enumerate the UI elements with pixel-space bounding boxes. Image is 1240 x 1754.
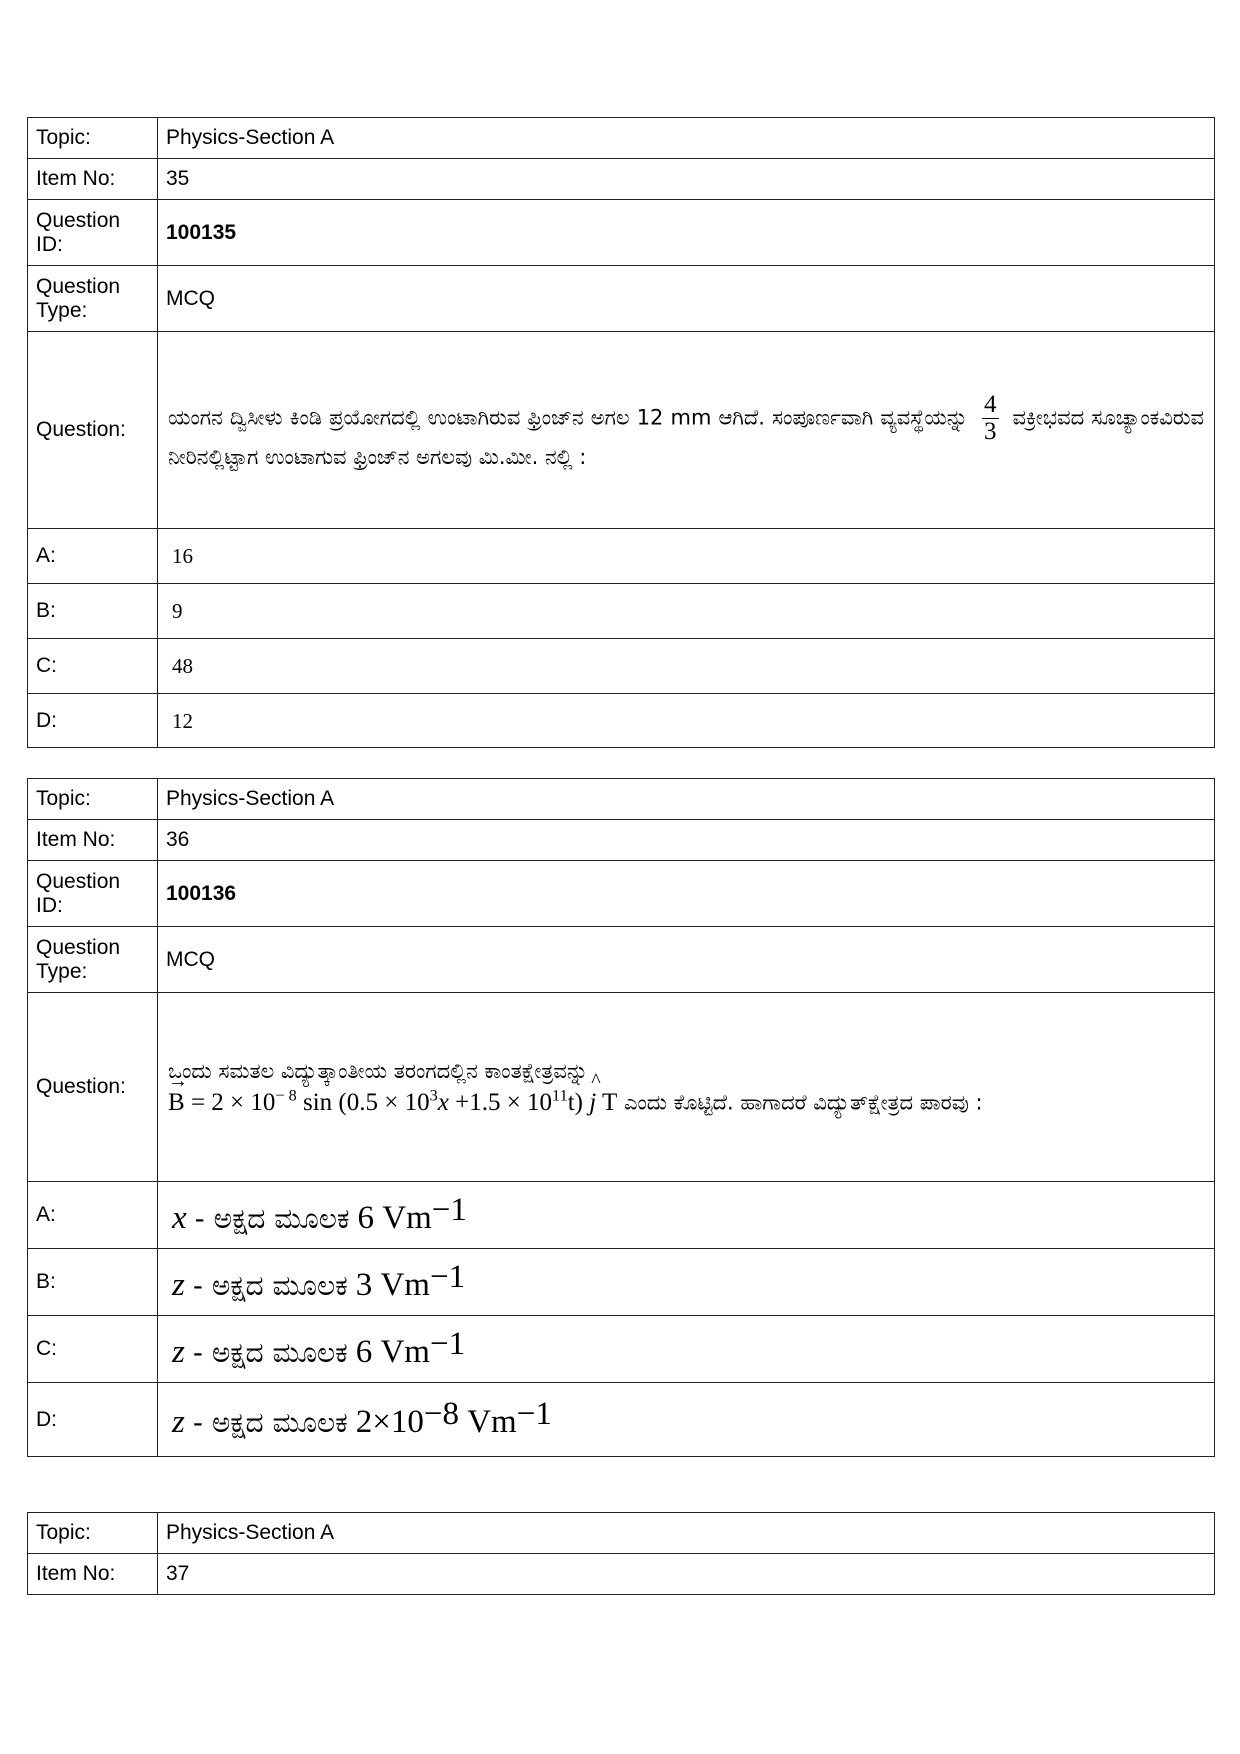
option-c-label: C: (28, 1316, 158, 1383)
fraction-numerator: 4 (984, 390, 997, 418)
option-b-value: 9 (158, 584, 1215, 639)
question-id-label: Question ID: (28, 200, 158, 266)
option-c-value: z - ಅಕ್ಷದ ಮೂಲಕ 6 $Vm^{-1}$ (158, 1316, 1215, 1383)
option-a-label: A: (28, 529, 158, 584)
question-35-table (27, 117, 1215, 748)
option-b-value: z - ಅಕ್ಷದ ಮೂಲಕ 3 $Vm^{-1}$ (158, 1249, 1215, 1316)
item-no-label: Item No: (28, 159, 158, 200)
question-label: Question: (28, 332, 158, 529)
option-c-label: C: (28, 639, 158, 694)
topic-label: Topic: (28, 1513, 158, 1554)
question-formula-line (168, 1083, 1204, 1114)
question-line-1: ಒಂದು ಸಮತಲ ವಿದ್ಯುತ್ಕಾಂತೀಯ ತರಂಗದಲ್ಲಿನ ಕಾಂತಕ್ಷೇತ್ರವನ್ನು (168, 1059, 589, 1084)
option-d-value: z - ಅಕ್ಷದ ಮೂಲಕ $2\times 10^{-8}$ $Vm^{-1}$ (158, 1383, 1215, 1457)
question-36-table (27, 778, 1215, 1457)
question-text-part2: ವಕ್ರೀಭವದ ಸೂಚ್ಯಾಂಕವಿರುವ ನೀರಿನಲ್ಲಿಟ್ಟಾಗ ಉಂಟಾಗುವ ಫ್ರಿಂಜ್‌ನ ಅಗಲವು ಮಿ.ಮೀ. ನಲ್ಲಿ : (168, 405, 1205, 469)
question-id-value: 100135 (158, 200, 1215, 266)
topic-value: Physics-Section A (158, 118, 1215, 159)
fraction (982, 392, 999, 445)
question-type-value: MCQ (158, 927, 1215, 993)
question-37-table (27, 1512, 1215, 1595)
question-type-label: Question Type: (28, 266, 158, 332)
item-no-value: 35 (158, 159, 1215, 200)
question-line-2-rest: ಎಂದು ಕೊಟ್ಟಿದೆ. ಹಾಗಾದರೆ ವಿದ್ಯುತ್‌ಕ್ಷೇತ್ರದ ಪಾರವು : (623, 1090, 983, 1115)
item-no-label: Item No: (28, 820, 158, 861)
question-id-label: Question ID: (28, 861, 158, 927)
question-type-label: Question Type: (28, 927, 158, 993)
option-a-value: 16 (158, 529, 1215, 584)
question-text (158, 332, 1215, 529)
unit-vector-j: ^ j (589, 1091, 596, 1115)
item-no-value: 37 (158, 1554, 1215, 1595)
option-d-label: D: (28, 1383, 158, 1457)
question-text (158, 993, 1215, 1182)
option-b-label: B: (28, 1249, 158, 1316)
option-b-label: B: (28, 584, 158, 639)
vector-b: → B (168, 1091, 185, 1115)
topic-value: Physics-Section A (158, 1513, 1215, 1554)
option-d-label: D: (28, 694, 158, 748)
option-a-label: A: (28, 1182, 158, 1249)
topic-label: Topic: (28, 118, 158, 159)
fraction-denominator: 3 (984, 417, 997, 445)
option-d-value: 12 (158, 694, 1215, 748)
question-id-value: 100136 (158, 861, 1215, 927)
question-text-part1: ಯಂಗನ ದ್ವಿಸೀಳು ಕಿಂಡಿ ಪ್ರಯೋಗದಲ್ಲಿ ಉಂಟಾಗಿರುವ ಫ್ರಿಂಜ್‌ನ ಅಗಲ 12 mm ಆಗಿದೆ. ಸಂಪೂರ್ಣವಾಗಿ ವ್ಯವಸ್ಥೆಯನ್ನು (168, 405, 969, 429)
item-no-value: 36 (158, 820, 1215, 861)
question-type-value: MCQ (158, 266, 1215, 332)
topic-value: Physics-Section A (158, 779, 1215, 820)
topic-label: Topic: (28, 779, 158, 820)
magnetic-field-formula: → $B = 2 \times 10^{- 8}$ $\sin (0.5 \times 10^3x +1.5 \times 10^{11}t)$ ^ j T (168, 1089, 617, 1116)
item-no-label: Item No: (28, 1554, 158, 1595)
option-c-value: 48 (158, 639, 1215, 694)
question-label: Question: (28, 993, 158, 1182)
option-a-value: x - ಅಕ್ಷದ ಮೂಲಕ 6 $Vm^{-1}$ (158, 1182, 1215, 1249)
